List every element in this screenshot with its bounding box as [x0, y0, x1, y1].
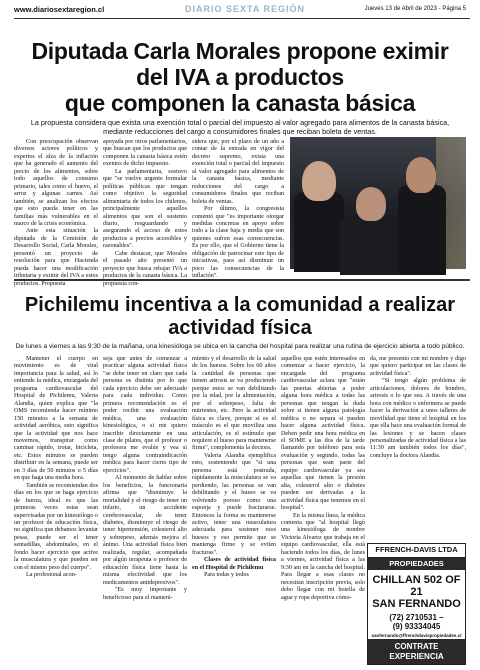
- paragraph: miento y el desarrollo de la salud de los huesos. Sobre los 60 años la cantidad de personas que tienen artrosis se va produciendo porque estos se van debilitando por la edad, por la alimentación, por el sobrepeso, falta de nutrientes, etc. Pero la actividad física es clave, porque si es el músculo es el que moviliza una articulación, es el estímulo que requiere el hueso para mantenerse firme", complementa la doctora.: [192, 356, 276, 452]
- article1-headline-line3: que componen la canasta básica: [64, 90, 416, 116]
- article2-headline-line1: Pichilemu incentiva a la comunidad a realizar: [24, 294, 456, 316]
- article1-photo: [290, 137, 466, 269]
- paragraph: sidera que, por el plazo de un año a contar de la entrada en vigor del decreto supremo, exista una exención total o parcial del impuesto al valor agregado para alimentos de la canasta básica, mediante reducciones del cargo a consumidores finales que reciban boleta de ventas.: [192, 139, 284, 205]
- ad-body: [368, 570, 465, 639]
- article1-headline-line1: Diputada Carla Morales propone eximir: [31, 38, 449, 64]
- person-shape: [398, 185, 446, 275]
- paragraph: Con preocupación observan diversos actores políticos y expertos el alza de la inflación que ha generado el aumento del precio de los alimentos, sobre todo aquellos de consumo primario, tales como el huevo, el arroz y algunas carnes. Así también, se analizan los efectos que esto pueda tener en las familias más vulnerables en el marco de la crisis económica.: [14, 139, 98, 227]
- ad-company: FFRENCH-DAVIS LTDA: [368, 544, 465, 558]
- paragraph: aquellos que estén interesados en comenzar a hacer ejercicio, la encargada del programa cardiovascular aclara que "están las puertas abiertas a poder alguna hora médica a todas las personas que tengan la duda sobre si tienen alguna patología médica o no separa si pueden hacer alguna actividad física. Deben pedir una hora médica en el SOME a las dos de la tarde llamando por teléfono para esta evaluación y segundo, todas las personas que sean parte del equipo cardiovascular ya sea aquellas que tienen la presión alta, colesterol alto o diabetes pueden ser derivadas a la actividad física que tenemos en el hospital".: [281, 356, 365, 512]
- real-estate-ad[interactable]: [367, 543, 466, 665]
- article2-column-2: [103, 356, 187, 664]
- ad-email[interactable]: sanfernando@ffrenchdavispropiedades.cl: [371, 633, 462, 638]
- article2-column-4: [281, 356, 365, 664]
- paragraph: Valeria Alandia ejemplifica esto, sosteniendo que "si una persona está postrada, rápidamente la musculatura se va perdiendo, las personas se van debilitando y el hueso se va volviendo poroso como una esponja y puede fracturarse. Entonces la forma es mantenerse activo, tener una musculatura adecuada para sostener esos huesos y eso permite que se mantenga firme y se eviten fracturas".: [192, 452, 276, 556]
- article2-column-1: [14, 356, 98, 664]
- paragraph: Para todas y todos: [204, 572, 249, 579]
- page-header: [0, 0, 480, 18]
- article2-column-3: [192, 356, 276, 664]
- paragraph: da, me presento con mi nombre y digo que quiero participar en las clases de actividad física".: [370, 356, 466, 377]
- paragraph: Mantener el cuerpo en movimiento es de vital importancia para la salud, así lo entiende la médica, encargada del programa cardiovascular del Hospital de Pichilemu, Valeria Alandia, quien explica que "la OMS recomienda hacer mínimo 150 minutos a la semana de actividad aeróbica, esto significa que la actividad que nos hace movernos, transpirar como caminar rápido, trotar, bicicleta, etc. Estos minutos se pueden distribuir en la semana, puede ser en 3 días de 50 minutos o 5 días en que haga una media hora.: [14, 356, 98, 482]
- ad-phone1[interactable]: (72) 2710531 –: [389, 613, 444, 622]
- masthead: DIARIO SEXTA REGIÓN: [184, 4, 305, 14]
- paragraph: La parlamentaria, sostuvo que "se vuelve urgente formular políticas públicas que tengan como objetivo la seguridad alimentaria de todos los chilenos, principalmente aquellos alimentos que son el sustento diario, resguardando y asegurando el acceso de estos productos a precios accesibles y razonables".: [103, 168, 187, 250]
- ad-cta: [368, 639, 465, 664]
- article1-column-2: [103, 139, 187, 287]
- ad-cta-line2: EXPERIENCIA: [389, 651, 444, 661]
- article2-dek: De lunes a viernes a las 9:30 de la mañana, una kinesióloga se ubica en la cancha del hospital para realizar una rutina de ejercicio abierta a todo público.: [15, 343, 465, 350]
- site-url[interactable]: www.diariosextaregion.cl: [14, 4, 105, 14]
- person-shape: [294, 192, 344, 272]
- paragraph: Ante esta situación la diputada de la Comisión de Desarrollo Social, Carla Morales, presentó un proyecto de resolución para que Hacienda pueda hacer una modificación tributaria y eximir del IVA a estos productos. Propuesta: [14, 228, 98, 287]
- ad-phone2[interactable]: (9) 93334045: [392, 622, 441, 631]
- ad-subtitle: PROPIEDADES: [368, 558, 465, 571]
- paragraph: La profesional acon-: [26, 572, 77, 579]
- ad-address-line2: SAN FERNANDO: [372, 598, 461, 610]
- article2-column-5: [370, 356, 466, 540]
- paragraph: Cabe destacar, que Morales el pasado año presentó un proyecto que busca rebajar IVA a productos de la canasta básica. La propuesta con-: [103, 250, 187, 287]
- header-rule: [14, 18, 470, 19]
- paragraph: Por último, la congresista comentó que "es importante otorgar medidas concretas en apoyo sobre todo a la clase baja y media que son quienes sufren esas consecuencias. Es por ello, que el Gobierno tiene la obligación de patrocinar este tipo de iniciativas, para así disminuir un poco las consecuencias de la inflación".: [192, 206, 284, 280]
- paragraph: También se recomiendan dos días en los que se haga ejercicio de fuerza, ideal es que las primeras veces estas sean supervisadas por un kinesiólogo o un profesor de educación física, no significa que debamos levantar pesas, puede ser el tener sentadillas, abdominales, en el fondo hacer ejercicio que active la musculatura y que pueden ser con el mismo peso del cuerpo".: [14, 482, 98, 571]
- paragraph: "Es muy importante y beneficioso para el manteni-: [103, 587, 187, 601]
- ad-cta-line1: CONTRATE: [394, 642, 439, 651]
- article2-headline-line2: actividad física: [168, 317, 312, 339]
- paragraph: Al momento de hablar sobre los beneficios, la funcionaria afirma que "disminuye la mortalidad y el riesgo de tener un infarto, un accidente cerebrovascular, de tener diabetes, disminuye el riesgo de tener hipertensión, colesterol alto y sobrepeso, además mejora el ánimo. Una actividad física bien realizada, regular, acompañada por algún terapeuta o profesor de educación física tiene hasta la misma efectividad que los medicamentos antidepresivos".: [103, 475, 187, 586]
- person-head-shape: [302, 161, 336, 201]
- article1-column-3: [192, 139, 284, 280]
- article1-dek-line1: La propuesta considera que exista una exención total o parcial del impuesto al valor agregado para alimentos de la canasta básica,: [30, 118, 450, 127]
- person-head-shape: [356, 187, 386, 221]
- paragraph: "Si tengo algún problema de articulaciones, dolores de hombro, artrosis o lo que sea. A través de una hora con médico o enfermera se puede hacer la derivación a unos talleres de movilidad que tiene el hospital en los que ella hace una evaluación formal de las lesiones y se hacen clases personalizadas de actividad física a las 11:30 am también todos los días", concluye la doctora Alandia.: [370, 378, 466, 459]
- paragraph: apoyada por otros parlamentarios, que buscan que los productos que componen la canasta básica estén exentos de dicho impuesto.: [103, 139, 187, 168]
- subheading: Clases de actividad física en el Hospital de Pichilemu: [192, 557, 276, 571]
- paragraph: En la misma línea, la médica comenta que "al hospital llegó una kinesióloga de nombre Victoria Alvarez que trabaja en el equipo cardiovascular, ella está haciendo todos los días, de lunes a viernes, actividad física a las 9:30 am en la cancha del hospital. Para llegar a esas clases no necesitan inscripción previa, solo debo llegar con mi botella de agua y ropa deportiva cómo-: [281, 512, 365, 601]
- article1-dek-line2: mediante reducciones del cargo a consumidores finales que reciban boleta de ventas.: [103, 127, 377, 136]
- person-shape: [340, 215, 402, 275]
- issue-date: Jueves 13 de Abril de 2023 - Página 5: [364, 6, 466, 12]
- section-divider: [14, 279, 470, 281]
- article1-column-1: [14, 139, 98, 287]
- ad-address-line1: CHILLAN 502 OF 21: [372, 574, 461, 598]
- article1-headline-line2: del IVA a productos: [136, 64, 344, 90]
- paragraph: seja que antes de comenzar a practicar alguna actividad física "se debe tener en claro que cada persona es distinta por lo que cada ejercicio debe ser adecuado para cada individuo. Como primera recomendación es el poder recibir una evaluación médica, una evaluación kinesiológica, o si me quiero inscribir directamente en una clase de pilates, que el profesor o profesora me evalúe y vea si tengo alguna contraindicación médica para hacer cierto tipo de ejercicios".: [103, 356, 187, 474]
- person-head-shape: [406, 157, 436, 193]
